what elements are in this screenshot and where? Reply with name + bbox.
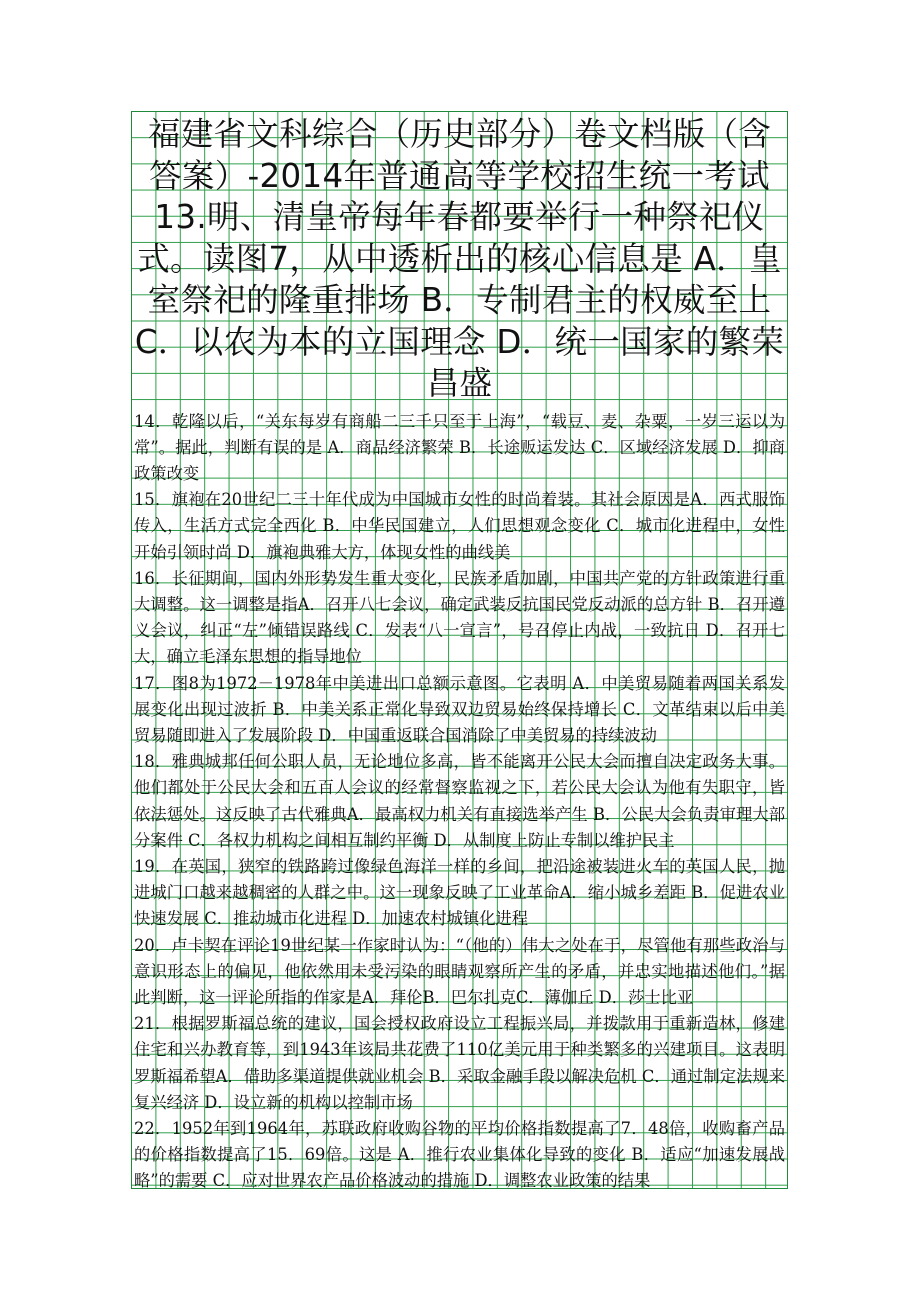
document-title: 福建省文科综合（历史部分）卷文档版（含答案）-2014年普通高等学校招生统一考试 13.明、清皇帝每年春都要举行一种祭祀仪式。读图7，从中透析出的核心信息是 A．皇室祭祀的隆重排场 B．专制君主的权威至上 C．以农为本的立国理念 D．统一国家的繁荣昌盛 [134, 115, 785, 402]
question-21: 21．根据罗斯福总统的建议，国会授权政府设立工程振兴局，并拨款用于重新造林，修建住宅和兴办教育等，到1943年该局共花费了110亿美元用于种类繁多的兴建项目。这表明罗斯福希望A．借助多渠道提供就业机会 B．采取金融手段以解决危机 C．通过制定法规来复兴经济 D．设立新的机构以控制市场 [134, 1014, 785, 1112]
question-17: 17．图8为1972－1978年中美进出口总额示意图。它表明 A．中美贸易随着两国关系发展变化出现过波折 B．中美关系正常化导致双边贸易始终保持增长 C．文革结束以后中美贸易随即进入了发展阶段 D．中国重返联合国消除了中美贸易的持续波动 [134, 673, 785, 745]
question-19: 19．在英国，狭窄的铁路跨过像绿色海洋一样的乡间，把沿途被装进火车的英国人民，抛进城门口越来越稠密的人群之中。这一现象反映了工业革命A．缩小城乡差距 B．促进农业快速发展 C．推动城市化进程 D．加速农村城镇化进程 [134, 856, 785, 929]
document-page [131, 111, 788, 1189]
question-15: 15．旗袍在20世纪二三十年代成为中国城市女性的时尚着装。其社会原因是A．西式服饰传入，生活方式完全西化 B．中华民国建立，人们思想观念变化 C．城市化进程中，女性开始引领时尚 D．旗袍典雅大方，体现女性的曲线美 [134, 490, 785, 562]
question-22: 22．1952年到1964年，苏联政府收购谷物的平均价格指数提高了7．48倍，收购畜产品的价格指数提高了15．69倍。这是 A．推行农业集体化导致的变化 B．适应“加速发展战略”的需要 C．应对世界农产品价格波动的措施 D．调整农业政策的结果 [134, 1118, 785, 1191]
document-content [132, 112, 787, 1195]
question-14: 14．乾隆以后，“关东每岁有商船二三千只至于上海”，“载豆、麦、杂粟，一岁三运以为常”。据此，判断有误的是 A．商品经济繁荣 B．长途贩运发达 C．区域经济发展 D．抑商政策改变 [134, 411, 785, 483]
question-18: 18．雅典城邦任何公职人员，无论地位多高，皆不能离开公民大会而擅自决定政务大事。他们都处于公民大会和五百人会议的经常督察监视之下，若公民大会认为他有失职守，皆依法惩处。这反映了古代雅典A．最高权力机关有直接选举产生 B．公民大会负责审理大部分案件 C．各权力机构之间相互制约平衡 D．从制度上防止专制以维护民主 [134, 752, 785, 850]
question-16: 16．长征期间，国内外形势发生重大变化，民族矛盾加剧，中国共产党的方针政策进行重大调整。这一调整是指A．召开八七会议，确定武装反抗国民党反动派的总方针 B．召开遵义会议，纠正“左”倾错误路线 C．发表“八一宣言”，号召停止内战，一致抗日 D．召开七大，确立毛泽东思想的指导地位 [134, 568, 785, 667]
question-20: 20．卢卡契在评论19世纪某一作家时认为：“（他的）伟大之处在于，尽管他有那些政治与意识形态上的偏见，他依然用未受污染的眼睛观察所产生的矛盾，并忠实地描述他们。”据此判断，这一评论所指的作家是A．拜伦B．巴尔扎克C．薄伽丘 D．莎士比亚 [134, 935, 785, 1007]
